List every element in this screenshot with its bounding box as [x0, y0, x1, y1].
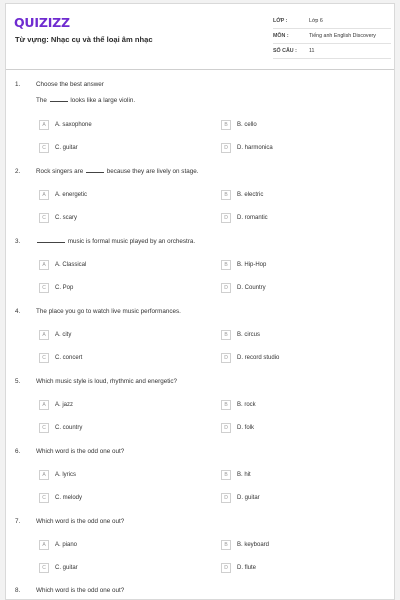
option-text: D. flute: [237, 565, 257, 571]
option-letter-box: D: [221, 213, 231, 223]
option-d[interactable]: [221, 353, 279, 363]
option-d[interactable]: [221, 423, 254, 433]
option-letter-box: B: [221, 190, 231, 200]
option-text: C. Pop: [55, 285, 74, 291]
prompt-after: music is formal music played by an orchestra.: [67, 238, 196, 245]
question-number: 2.: [15, 168, 21, 175]
prompt-before: Rock singers are: [36, 168, 84, 175]
option-b[interactable]: [221, 330, 260, 340]
option-text: A. piano: [55, 542, 78, 548]
option-text: A. city: [55, 332, 72, 338]
question-prompt: Which word is the odd one out?: [36, 587, 125, 594]
question-number: 6.: [15, 448, 21, 455]
question-prompt: Which word is the odd one out?: [36, 448, 125, 455]
option-letter-box: B: [221, 540, 231, 550]
option-text: D. record studio: [237, 355, 280, 361]
option-text: B. electric: [237, 192, 264, 198]
meta-key: LỚP :: [273, 18, 288, 24]
option-letter-box: A: [39, 330, 49, 340]
answer-blank: [37, 242, 65, 243]
option-d[interactable]: [221, 493, 260, 503]
option-letter-box: A: [39, 470, 49, 480]
option-text: B. cello: [237, 122, 257, 128]
option-a[interactable]: [39, 260, 86, 270]
meta-row-count: [273, 44, 391, 59]
option-letter-box: C: [39, 143, 49, 153]
option-letter-box: C: [39, 563, 49, 573]
option-letter-box: B: [221, 400, 231, 410]
option-c[interactable]: [39, 143, 78, 153]
option-d[interactable]: [221, 143, 273, 153]
quizizz-logo: QUIZIZZ: [14, 15, 70, 30]
option-letter-box: B: [221, 120, 231, 130]
option-letter-box: C: [39, 283, 49, 293]
option-b[interactable]: [221, 540, 269, 550]
option-c[interactable]: [39, 353, 82, 363]
option-letter-box: D: [221, 493, 231, 503]
meta-value: 11: [309, 48, 315, 54]
option-text: D. romantic: [237, 215, 268, 221]
option-text: C. melody: [55, 495, 83, 501]
option-letter-box: C: [39, 423, 49, 433]
option-letter-box: B: [221, 330, 231, 340]
option-text: C. guitar: [55, 565, 78, 571]
answer-blank: [86, 172, 104, 173]
option-letter-box: D: [221, 143, 231, 153]
option-b[interactable]: [221, 470, 251, 480]
meta-value: Tiếng anh English Discovery: [309, 33, 376, 39]
worksheet-title: Từ vựng: Nhạc cụ và thể loại âm nhạc: [15, 35, 153, 44]
option-c[interactable]: [39, 423, 82, 433]
option-b[interactable]: [221, 120, 257, 130]
option-letter-box: D: [221, 563, 231, 573]
prompt-after: because they are lively on stage.: [106, 168, 199, 175]
option-a[interactable]: [39, 190, 87, 200]
option-letter-box: A: [39, 540, 49, 550]
question-number: 3.: [15, 238, 21, 245]
worksheet-meta: [273, 14, 391, 59]
option-text: A. Classical: [55, 262, 87, 268]
option-text: B. circus: [237, 332, 261, 338]
meta-row-grade: [273, 14, 391, 29]
meta-value: Lớp 6: [309, 18, 323, 24]
option-letter-box: A: [39, 120, 49, 130]
question-prompt: [36, 168, 198, 175]
option-d[interactable]: [221, 283, 266, 293]
option-letter-box: C: [39, 353, 49, 363]
worksheet-header: [6, 4, 394, 70]
option-a[interactable]: [39, 540, 77, 550]
option-b[interactable]: [221, 260, 266, 270]
option-text: A. lyrics: [55, 472, 76, 478]
worksheet-page: [5, 3, 395, 600]
question-number: 7.: [15, 518, 21, 525]
option-letter-box: C: [39, 493, 49, 503]
question-stem: [36, 97, 135, 104]
option-c[interactable]: [39, 493, 82, 503]
option-text: A. energetic: [55, 192, 88, 198]
question-prompt: Which word is the odd one out?: [36, 518, 125, 525]
option-b[interactable]: [221, 400, 256, 410]
meta-key: SỐ CÂU :: [273, 48, 297, 54]
option-letter-box: D: [221, 423, 231, 433]
option-text: B. keyboard: [237, 542, 270, 548]
option-text: A. saxophone: [55, 122, 92, 128]
option-a[interactable]: [39, 400, 73, 410]
option-letter-box: B: [221, 470, 231, 480]
option-letter-box: A: [39, 400, 49, 410]
option-text: C. scary: [55, 215, 78, 221]
option-b[interactable]: [221, 190, 263, 200]
option-letter-box: A: [39, 260, 49, 270]
answer-blank: [50, 101, 68, 102]
option-a[interactable]: [39, 330, 71, 340]
question-prompt: The place you go to watch live music performances.: [36, 308, 181, 315]
stem-before: The: [36, 97, 47, 104]
option-a[interactable]: [39, 470, 76, 480]
question-prompt: [36, 238, 195, 245]
option-text: B. hit: [237, 472, 251, 478]
option-text: C. country: [55, 425, 83, 431]
option-text: C. concert: [55, 355, 83, 361]
option-c[interactable]: [39, 283, 73, 293]
option-letter-box: A: [39, 190, 49, 200]
option-text: D. folk: [237, 425, 255, 431]
option-text: D. harmonica: [237, 145, 273, 151]
meta-key: MÔN :: [273, 33, 289, 39]
option-text: D. Country: [237, 285, 266, 291]
option-text: A. jazz: [55, 402, 74, 408]
question-number: 4.: [15, 308, 21, 315]
option-a[interactable]: [39, 120, 92, 130]
option-letter-box: B: [221, 260, 231, 270]
option-text: B. rock: [237, 402, 256, 408]
stem-after: looks like a large violin.: [70, 97, 136, 104]
option-letter-box: D: [221, 353, 231, 363]
option-c[interactable]: [39, 213, 77, 223]
option-text: B. Hip-Hop: [237, 262, 267, 268]
question-number: 1.: [15, 81, 21, 88]
option-letter-box: C: [39, 213, 49, 223]
question-number: 8.: [15, 587, 21, 594]
option-d[interactable]: [221, 213, 268, 223]
option-c[interactable]: [39, 563, 78, 573]
meta-row-subject: [273, 29, 391, 44]
option-letter-box: D: [221, 283, 231, 293]
option-text: C. guitar: [55, 145, 78, 151]
question-prompt: Which music style is loud, rhythmic and energetic?: [36, 378, 178, 385]
option-d[interactable]: [221, 563, 256, 573]
option-text: D. guitar: [237, 495, 260, 501]
question-number: 5.: [15, 378, 21, 385]
question-prompt: Choose the best answer: [36, 81, 104, 88]
